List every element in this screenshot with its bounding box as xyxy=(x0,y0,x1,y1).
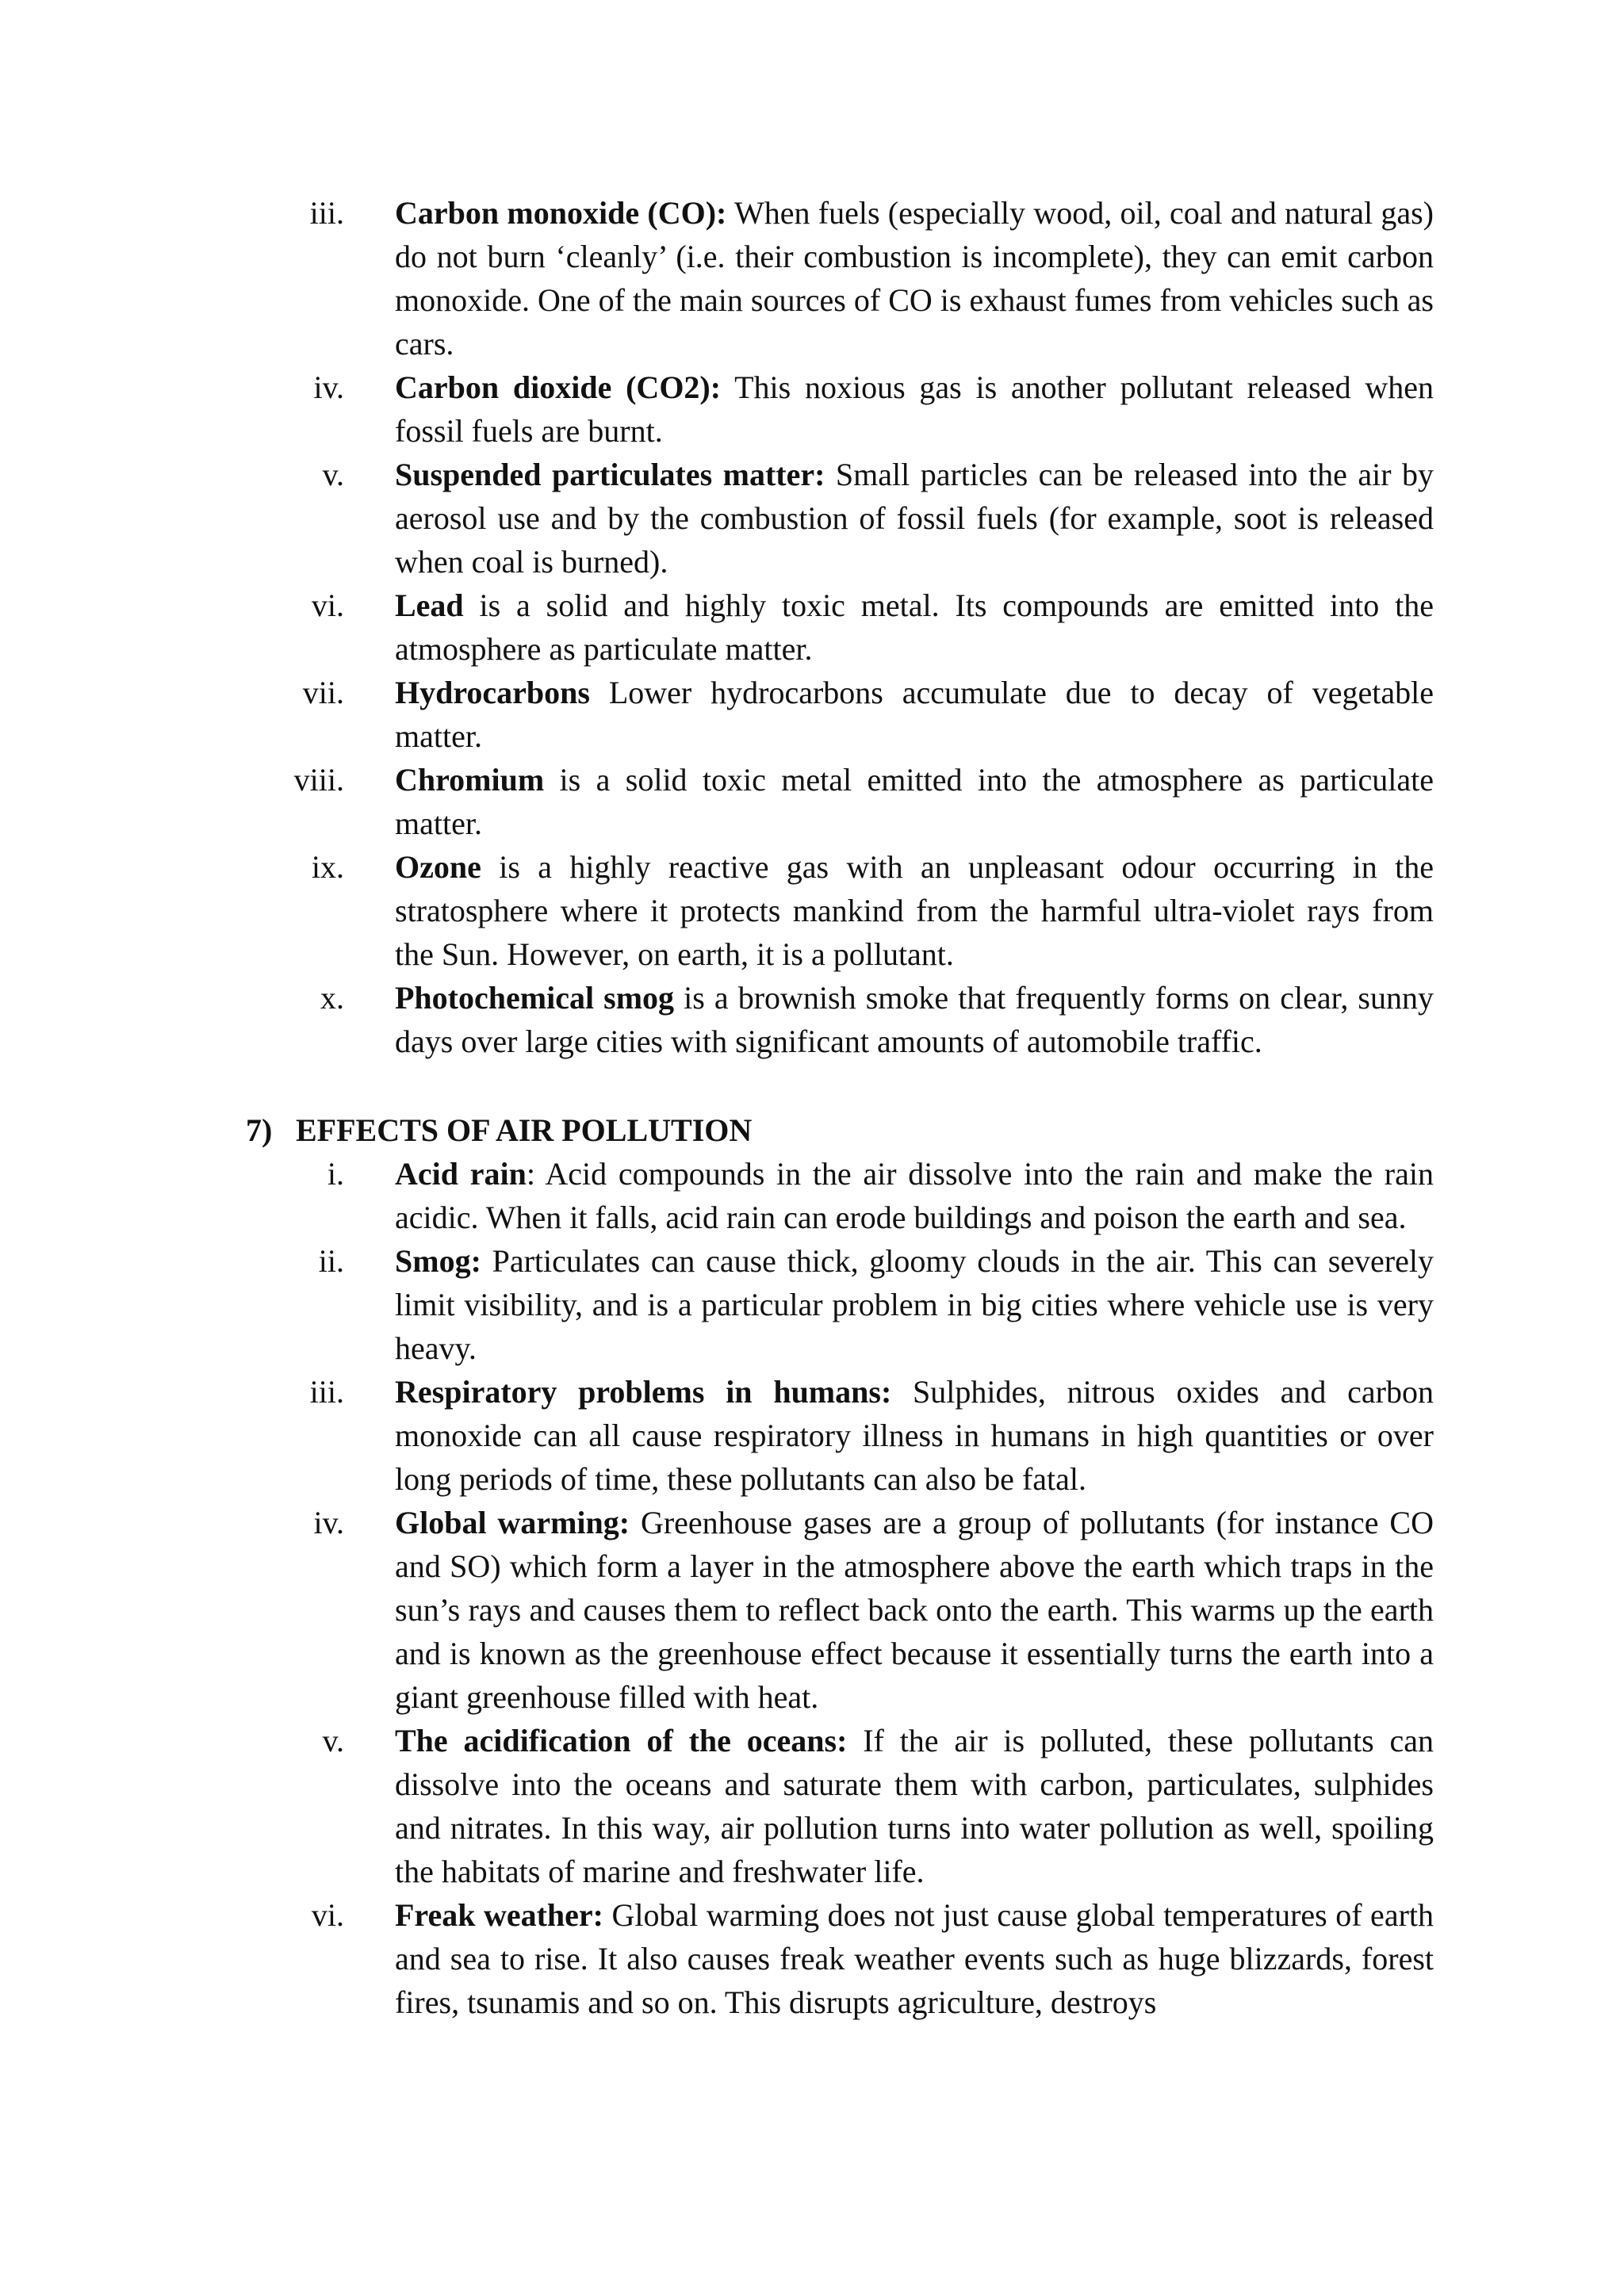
section-title: EFFECTS OF AIR POLLUTION xyxy=(296,1112,753,1148)
list-item xyxy=(0,1893,1624,2024)
item-number: iii. xyxy=(309,1374,344,1410)
item-term: Suspended particulates matter: xyxy=(395,457,825,492)
item-number: vi. xyxy=(311,1897,344,1933)
item-body xyxy=(395,758,1434,845)
item-term: Carbon dioxide (CO2): xyxy=(395,369,722,405)
item-number: iv. xyxy=(313,1505,344,1540)
item-text: Particulates can cause thick, gloomy clouds in the air. This can severely limit visibility, and is a particular problem in big cities where vehicle use is very heavy. xyxy=(395,1243,1434,1366)
list-item xyxy=(0,584,1624,671)
item-number: x. xyxy=(320,980,344,1016)
item-number: viii. xyxy=(293,762,344,798)
list-item xyxy=(0,1501,1624,1719)
item-text: Greenhouse gases are a group of pollutants (for instance CO and SO) which form a layer in the atmosphere above the earth which traps in the sun’s rays and causes them to reflect back onto the earth. This warms up the earth and is known as the greenhouse effect because it essentially turns the earth into a giant greenhouse filled with heat. xyxy=(395,1505,1434,1715)
item-body xyxy=(395,845,1434,976)
item-body xyxy=(395,365,1434,453)
item-text: Sulphides, nitrous oxides and carbon monoxide can all cause respiratory illness in humans in high quantities or over long periods of time, these pollutants can also be fatal. xyxy=(395,1374,1434,1497)
list-item xyxy=(0,191,1624,365)
pollutants-list xyxy=(0,191,1624,1063)
item-body xyxy=(395,453,1434,584)
item-number: iv. xyxy=(313,369,344,405)
item-term: Smog: xyxy=(395,1243,481,1279)
item-body xyxy=(395,976,1434,1063)
item-term: Photochemical smog xyxy=(395,980,675,1016)
item-text: This noxious gas is another pollutant released when fossil fuels are burnt. xyxy=(395,369,1434,449)
item-text: is a brownish smoke that frequently forms on clear, sunny days over large cities with significant amounts of automobile traffic. xyxy=(395,980,1434,1059)
item-term: Hydrocarbons xyxy=(395,675,590,710)
item-number: ix. xyxy=(311,849,344,885)
section-heading xyxy=(246,1108,752,1152)
item-text: Small particles can be released into the air by aerosol use and by the combustion of fossil fuels (for example, soot is released when coal is burned). xyxy=(395,457,1434,580)
list-item xyxy=(0,365,1624,453)
item-body xyxy=(395,671,1434,758)
item-number: vii. xyxy=(302,675,344,710)
item-text: is a solid and highly toxic metal. Its compounds are emitted into the atmosphere as particulate matter. xyxy=(395,587,1434,667)
item-text: Global warming does not just cause global temperatures of earth and sea to rise. It also causes freak weather events such as huge blizzards, forest fires, tsunamis and so on. This disrupts agriculture, destroys xyxy=(395,1897,1434,2020)
item-term: Freak weather: xyxy=(395,1897,604,1933)
effects-list xyxy=(0,1152,1624,2024)
item-body xyxy=(395,1501,1434,1719)
item-term: Lead xyxy=(395,587,464,623)
item-body xyxy=(395,1152,1434,1239)
item-body xyxy=(395,584,1434,671)
item-text: When fuels (especially wood, oil, coal and natural gas) do not burn ‘cleanly’ (i.e. their combustion is incomplete), they can emit carbon monoxide. One of the main sources of CO is exhaust fumes from vehicles such as cars. xyxy=(395,195,1434,362)
list-item xyxy=(0,1719,1624,1893)
item-text: is a highly reactive gas with an unpleasant odour occurring in the stratosphere where it protects mankind from the harmful ultra-violet rays from the Sun. However, on earth, it is a pollutant. xyxy=(395,849,1434,972)
item-number: ii. xyxy=(318,1243,344,1279)
item-body xyxy=(395,1239,1434,1370)
item-text: is a solid toxic metal emitted into the atmosphere as particulate matter. xyxy=(395,762,1434,841)
section-number: 7) xyxy=(246,1112,273,1148)
item-number: i. xyxy=(327,1156,344,1192)
item-term: Acid rain xyxy=(395,1156,527,1192)
list-item xyxy=(0,1370,1624,1501)
item-body xyxy=(395,191,1434,365)
item-number: v. xyxy=(322,1723,344,1758)
item-text: If the air is polluted, these pollutants can dissolve into the oceans and saturate them with carbon, particulates, sulphides and nitrates. In this way, air pollution turns into water pollution as well, spoiling the habitats of marine and freshwater life. xyxy=(395,1723,1434,1889)
list-item xyxy=(0,976,1624,1063)
item-term: Chromium xyxy=(395,762,545,798)
list-item xyxy=(0,845,1624,976)
item-body xyxy=(395,1893,1434,2024)
item-body xyxy=(395,1370,1434,1501)
item-term: Ozone xyxy=(395,849,481,885)
item-body xyxy=(395,1719,1434,1893)
item-term: The acidification of the oceans: xyxy=(395,1723,848,1758)
list-item xyxy=(0,758,1624,845)
item-number: vi. xyxy=(311,587,344,623)
item-number: v. xyxy=(322,457,344,492)
item-text: : Acid compounds in the air dissolve into the rain and make the rain acidic. When it falls, acid rain can erode buildings and poison the earth and sea. xyxy=(395,1156,1434,1235)
item-term: Carbon monoxide (CO): xyxy=(395,195,727,231)
item-term: Respiratory problems in humans: xyxy=(395,1374,892,1410)
item-number: iii. xyxy=(309,195,344,231)
list-item xyxy=(0,1239,1624,1370)
item-term: Global warming: xyxy=(395,1505,630,1540)
item-text: Lower hydrocarbons accumulate due to decay of vegetable matter. xyxy=(395,675,1434,754)
list-item xyxy=(0,671,1624,758)
list-item xyxy=(0,1152,1624,1239)
list-item xyxy=(0,453,1624,584)
